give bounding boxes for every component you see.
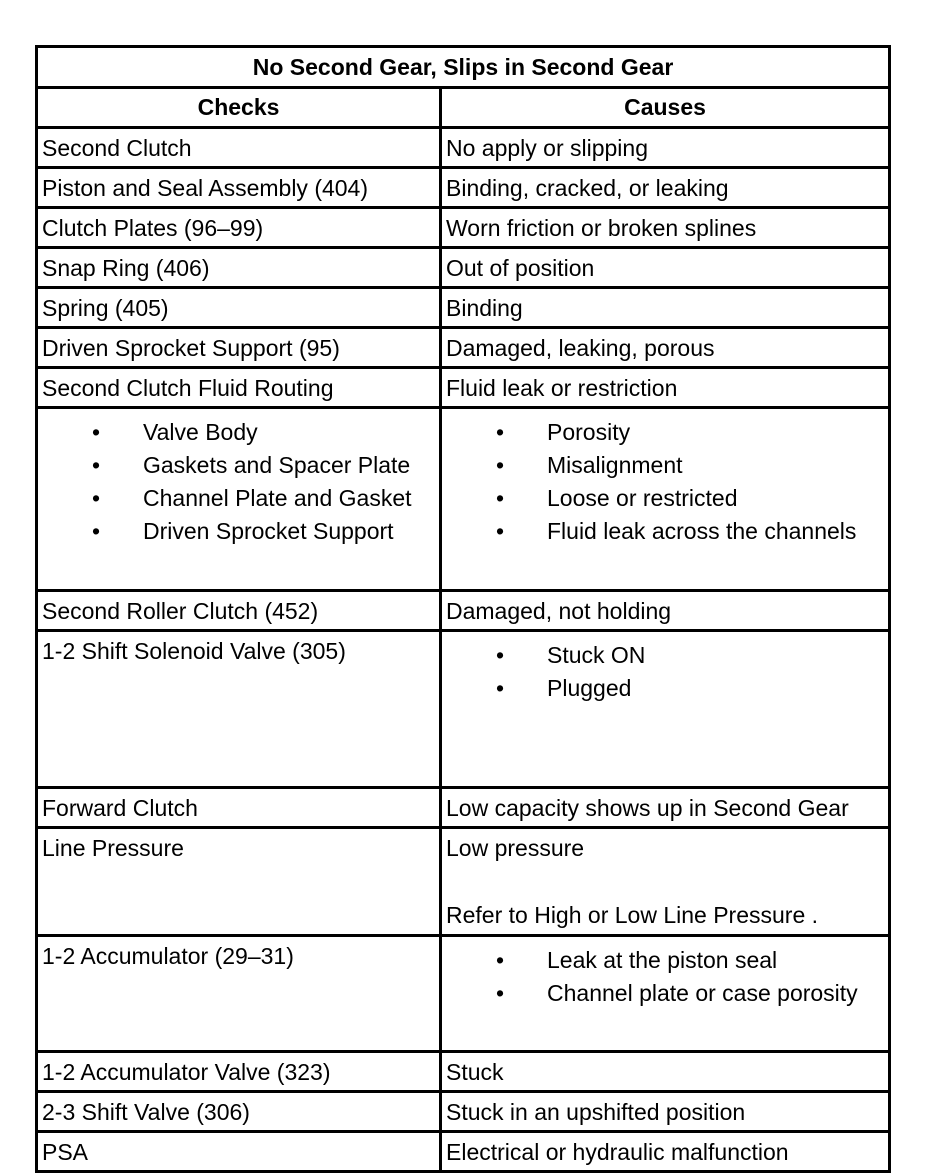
table-row — [37, 591, 890, 631]
fluid-routing-causes — [441, 408, 890, 591]
fluid-routing-checks — [37, 408, 441, 591]
header-causes: Causes — [441, 88, 890, 128]
list-item: • Fluid leak across the channels — [446, 515, 884, 548]
line-pressure-causes — [441, 828, 890, 936]
table-title: No Second Gear, Slips in Second Gear — [37, 47, 890, 88]
line-pressure-row — [37, 828, 890, 936]
reference-note: Refer to High or Low Line Pressure . — [446, 902, 819, 928]
list-item: • Plugged — [446, 672, 884, 705]
solenoid-causes — [441, 631, 890, 788]
table-row — [37, 168, 890, 208]
diagnosis-table — [35, 45, 891, 1173]
table-row — [37, 788, 890, 828]
list-item: • Stuck ON — [446, 639, 884, 672]
table-row — [37, 328, 890, 368]
cause-cell: Stuck in an upshifted position — [441, 1092, 890, 1132]
table-row — [37, 288, 890, 328]
cause-cell: Out of position — [441, 248, 890, 288]
table-row — [37, 368, 890, 408]
cause-cell: Low capacity shows up in Second Gear — [441, 788, 890, 828]
check-cell: 2-3 Shift Valve (306) — [37, 1092, 441, 1132]
list-item: • Channel Plate and Gasket — [42, 482, 435, 515]
cause-cell: Electrical or hydraulic malfunction — [441, 1132, 890, 1172]
header-checks: Checks — [37, 88, 441, 128]
cause-cell: Worn friction or broken splines — [441, 208, 890, 248]
list-item: • Driven Sprocket Support — [42, 515, 435, 548]
check-cell: Spring (405) — [37, 288, 441, 328]
list-item: • Gaskets and Spacer Plate — [42, 449, 435, 482]
table-row — [37, 1092, 890, 1132]
list-item: • Porosity — [446, 416, 884, 449]
table-row — [37, 208, 890, 248]
check-cell: Driven Sprocket Support (95) — [37, 328, 441, 368]
list-item: • Leak at the piston seal — [446, 944, 884, 977]
cause-text: Low pressure — [446, 835, 585, 861]
list-item: • Loose or restricted — [446, 482, 884, 515]
check-cell: Second Roller Clutch (452) — [37, 591, 441, 631]
check-cell: Snap Ring (406) — [37, 248, 441, 288]
check-cell: Line Pressure — [37, 828, 441, 936]
check-cell: Forward Clutch — [37, 788, 441, 828]
table-row — [37, 1052, 890, 1092]
check-cell: 1-2 Accumulator (29–31) — [37, 936, 441, 1052]
solenoid-row — [37, 631, 890, 788]
cause-cell: Fluid leak or restriction — [441, 368, 890, 408]
cause-cell: Stuck — [441, 1052, 890, 1092]
list-item: • Misalignment — [446, 449, 884, 482]
check-cell: 1-2 Accumulator Valve (323) — [37, 1052, 441, 1092]
table-row — [37, 248, 890, 288]
check-cell: Piston and Seal Assembly (404) — [37, 168, 441, 208]
cause-cell: No apply or slipping — [441, 128, 890, 168]
check-cell: PSA — [37, 1132, 441, 1172]
cause-cell: Binding — [441, 288, 890, 328]
accumulator-row — [37, 936, 890, 1052]
check-cell: Second Clutch — [37, 128, 441, 168]
cause-cell: Damaged, leaking, porous — [441, 328, 890, 368]
check-cell: Second Clutch Fluid Routing — [37, 368, 441, 408]
fluid-routing-row — [37, 408, 890, 591]
cause-cell: Binding, cracked, or leaking — [441, 168, 890, 208]
table-row — [37, 1132, 890, 1172]
accumulator-causes — [441, 936, 890, 1052]
cause-cell: Damaged, not holding — [441, 591, 890, 631]
check-cell: Clutch Plates (96–99) — [37, 208, 441, 248]
list-item: • Valve Body — [42, 416, 435, 449]
list-item: • Channel plate or case porosity — [446, 977, 884, 1010]
check-cell: 1-2 Shift Solenoid Valve (305) — [37, 631, 441, 788]
table-row — [37, 128, 890, 168]
